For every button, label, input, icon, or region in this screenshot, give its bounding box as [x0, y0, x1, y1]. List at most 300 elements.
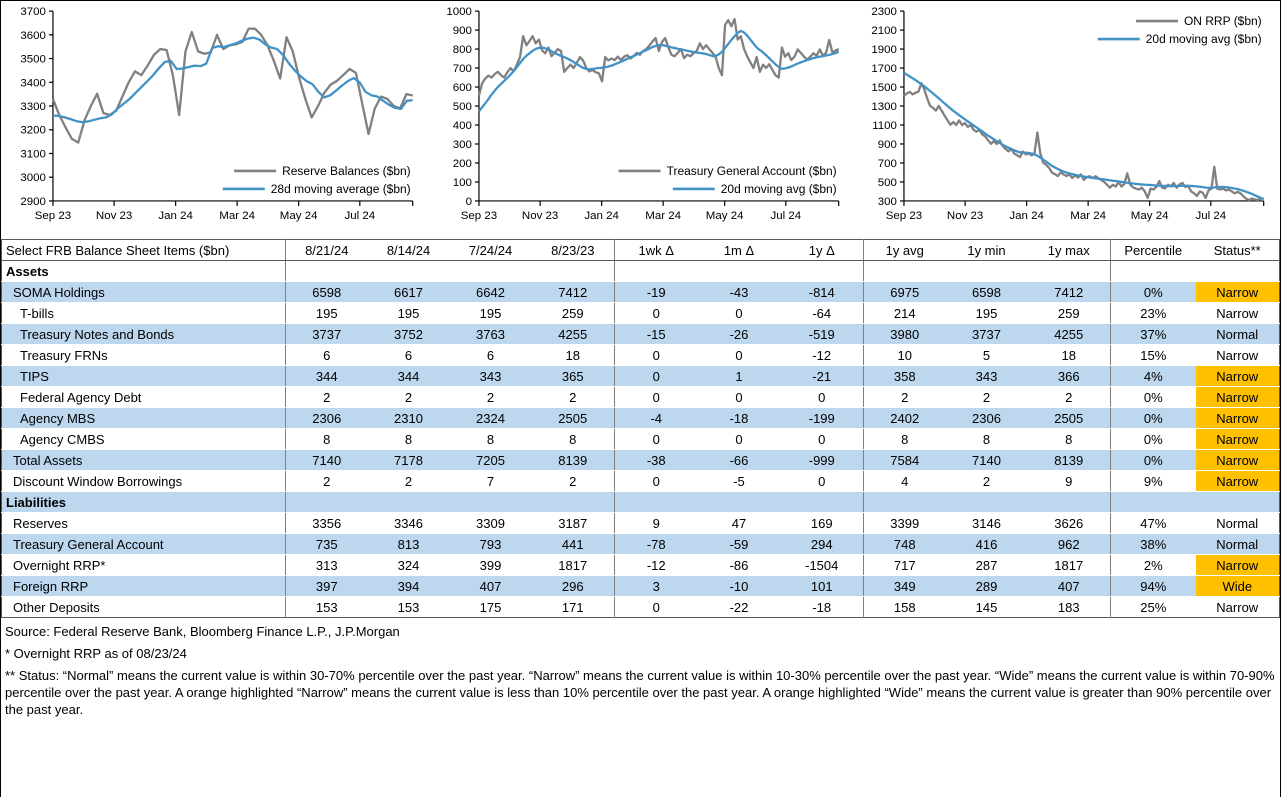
table-cell: 0% [1111, 282, 1196, 303]
table-cell: 7412 [532, 282, 615, 303]
table-cell: 94% [1111, 576, 1196, 597]
table-cell: 344 [368, 366, 450, 387]
table-cell: 0 [615, 597, 698, 618]
table-cell: 158 [864, 597, 946, 618]
table-cell: 259 [532, 303, 615, 324]
section-row [2, 492, 1280, 513]
status-cell: Narrow [1196, 387, 1280, 408]
svg-text:500: 500 [452, 101, 472, 114]
table-cell: 349 [864, 576, 946, 597]
table-cell: 8 [864, 429, 946, 450]
table-cell: 407 [1028, 576, 1111, 597]
table-cell: 1817 [532, 555, 615, 576]
status-cell: Normal [1196, 534, 1280, 555]
table-cell: 3737 [286, 324, 368, 345]
svg-text:3700: 3700 [20, 6, 46, 19]
table-cell: 2 [450, 387, 532, 408]
table-cell: 4% [1111, 366, 1196, 387]
table-row [2, 387, 1280, 408]
svg-text:3600: 3600 [20, 29, 46, 42]
table-cell: 0 [698, 303, 781, 324]
table-cell [615, 261, 698, 282]
table-cell: 0 [781, 429, 864, 450]
table-cell: 717 [864, 555, 946, 576]
status-cell: Narrow [1196, 429, 1280, 450]
table-cell: 3309 [450, 513, 532, 534]
table-cell: 2 [368, 471, 450, 492]
table-cell: 2306 [286, 408, 368, 429]
svg-text:Jan 24: Jan 24 [584, 209, 619, 222]
svg-text:700: 700 [452, 63, 472, 76]
table-cell: 3146 [946, 513, 1028, 534]
table-cell: 3356 [286, 513, 368, 534]
status-footnote: ** Status: “Normal” means the current value is within 30-70% percentile over the past year. “Narrow” means the current value is within 10-30% percentile over the past year. “Wide” means the current value is within 70-90% percentile over the past year. A orange highlighted “Narrow” means the current value is less than 10% percentile over the past year. A orange highlighted “Wide” means the current value is greater than 90% percentile over the past year. [5, 668, 1275, 717]
table-cell: 23% [1111, 303, 1196, 324]
svg-text:Sep 23: Sep 23 [460, 209, 497, 222]
table-row [2, 555, 1280, 576]
table-cell: 2402 [864, 408, 946, 429]
status-cell: Narrow [1196, 555, 1280, 576]
svg-text:300: 300 [878, 195, 898, 208]
status-cell: Wide [1196, 576, 1280, 597]
table-cell [286, 261, 368, 282]
status-cell: Narrow [1196, 408, 1280, 429]
table-cell: 214 [864, 303, 946, 324]
table-cell: 195 [450, 303, 532, 324]
column-header: Percentile [1111, 240, 1196, 261]
svg-text:Jul 24: Jul 24 [770, 209, 801, 222]
table-cell: 1 [698, 366, 781, 387]
on-rrp-chart [852, 3, 1278, 237]
table-cell: 4 [864, 471, 946, 492]
table-cell: 3980 [864, 324, 946, 345]
table-row [2, 513, 1280, 534]
table-cell: -59 [698, 534, 781, 555]
table-cell: 7412 [1028, 282, 1111, 303]
column-header: 1y avg [864, 240, 946, 261]
table-cell [368, 492, 450, 513]
table-cell [615, 492, 698, 513]
table-cell: -78 [615, 534, 698, 555]
table-cell: 7140 [286, 450, 368, 471]
column-header: 1wk Δ [615, 240, 698, 261]
svg-text:2900: 2900 [20, 195, 46, 208]
svg-text:Mar 24: Mar 24 [644, 209, 681, 222]
table-cell: 6598 [946, 282, 1028, 303]
table-cell: 6 [450, 345, 532, 366]
status-cell: Normal [1196, 513, 1280, 534]
table-cell: -19 [615, 282, 698, 303]
column-header: 8/21/24 [286, 240, 368, 261]
table-cell: 6 [286, 345, 368, 366]
table-cell: 0% [1111, 387, 1196, 408]
table-cell: 3752 [368, 324, 450, 345]
table-cell: 2 [946, 387, 1028, 408]
svg-text:3200: 3200 [20, 124, 46, 137]
table-cell: 416 [946, 534, 1028, 555]
svg-text:1500: 1500 [871, 82, 898, 95]
status-cell [1196, 261, 1280, 282]
table-cell [286, 492, 368, 513]
table-cell: 2 [946, 471, 1028, 492]
table-cell: 171 [561, 599, 584, 615]
row-label: Assets [2, 261, 286, 282]
svg-text:2100: 2100 [871, 25, 898, 38]
table-cell: 153 [397, 599, 420, 615]
table-cell: 5 [946, 345, 1028, 366]
svg-text:500: 500 [878, 176, 898, 189]
table-cell: 344 [286, 366, 368, 387]
svg-text:400: 400 [452, 119, 472, 132]
table-cell: -86 [698, 555, 781, 576]
table-cell: 7584 [864, 450, 946, 471]
table-cell: 3 [615, 576, 698, 597]
table-cell: 3399 [864, 513, 946, 534]
column-header: 8/23/23 [532, 240, 615, 261]
table-cell: 343 [450, 366, 532, 387]
svg-text:Jul 24: Jul 24 [344, 209, 376, 222]
table-cell: 748 [864, 534, 946, 555]
svg-text:3300: 3300 [20, 101, 46, 114]
table-cell: 0 [615, 345, 698, 366]
table-cell: 9 [1028, 471, 1111, 492]
table-cell: 3346 [368, 513, 450, 534]
table-cell: -26 [698, 324, 781, 345]
treasury-general-account-chart [427, 3, 853, 237]
table-cell: 8 [946, 429, 1028, 450]
table-cell: 0 [615, 429, 698, 450]
table-cell: -1504 [781, 555, 864, 576]
table-cell: 2 [532, 471, 615, 492]
column-header: 1y Δ [781, 240, 864, 261]
table-row [2, 408, 1280, 429]
svg-text:Jan 24: Jan 24 [158, 209, 193, 222]
table-cell: 324 [368, 555, 450, 576]
table-cell: 0 [781, 387, 864, 408]
table-row [2, 576, 1280, 597]
table-cell: 0 [615, 387, 698, 408]
status-cell: Narrow [1196, 366, 1280, 387]
table-cell: 4255 [1028, 324, 1111, 345]
svg-text:1300: 1300 [871, 101, 898, 114]
table-row [2, 345, 1280, 366]
svg-text:Jan 24: Jan 24 [1009, 209, 1045, 222]
table-cell: -999 [781, 450, 864, 471]
table-row [2, 324, 1280, 345]
table-cell: 175 [479, 599, 502, 615]
table-cell: 0% [1111, 429, 1196, 450]
svg-text:1000: 1000 [446, 6, 472, 19]
svg-text:Nov 23: Nov 23 [947, 209, 984, 222]
svg-text:Mar 24: Mar 24 [219, 209, 256, 222]
table-cell [532, 492, 615, 513]
table-cell: 0% [1111, 408, 1196, 429]
table-cell: 2310 [368, 408, 450, 429]
table-cell: 366 [1028, 366, 1111, 387]
svg-text:ON RRP ($bn): ON RRP ($bn) [1184, 14, 1263, 29]
svg-text:3000: 3000 [20, 172, 46, 185]
table-cell: 8 [450, 429, 532, 450]
table-cell: -22 [729, 599, 749, 615]
table-cell: 2505 [532, 408, 615, 429]
svg-text:Nov 23: Nov 23 [95, 209, 133, 222]
source-note: Source: Federal Reserve Bank, Bloomberg Finance L.P., J.P.Morgan [5, 624, 400, 639]
table-cell: 2 [368, 387, 450, 408]
svg-text:Reserve Balances ($bn): Reserve Balances ($bn) [282, 163, 411, 178]
svg-text:3500: 3500 [20, 53, 46, 66]
status-cell: Narrow [1196, 282, 1280, 303]
table-cell: -64 [781, 303, 864, 324]
svg-text:3400: 3400 [20, 77, 46, 90]
table-cell: 2 [532, 387, 615, 408]
footnotes [1, 618, 1280, 718]
row-label: Agency CMBS [2, 429, 286, 450]
svg-text:May 24: May 24 [1131, 209, 1169, 222]
table-cell: 6617 [368, 282, 450, 303]
table-cell: 3763 [450, 324, 532, 345]
status-cell: Narrow [1196, 303, 1280, 324]
row-label: Federal Agency Debt [2, 387, 286, 408]
table-cell [698, 492, 781, 513]
table-cell: -21 [781, 366, 864, 387]
table-cell: 735 [286, 534, 368, 555]
table-cell [1111, 492, 1196, 513]
table-cell: 3626 [1028, 513, 1111, 534]
section-row [2, 261, 1280, 282]
table-cell: 0 [615, 471, 698, 492]
table-cell [946, 492, 1028, 513]
table-cell: 0 [615, 303, 698, 324]
table-cell: 101 [781, 576, 864, 597]
row-label: T-bills [2, 303, 286, 324]
table-cell: 296 [532, 576, 615, 597]
table-cell: 18 [532, 345, 615, 366]
row-label: Treasury FRNs [2, 345, 286, 366]
table-cell: 365 [532, 366, 615, 387]
table-cell: -18 [812, 599, 832, 615]
table-cell: 6975 [864, 282, 946, 303]
table-cell: 10 [864, 345, 946, 366]
row-label: Reserves [2, 513, 286, 534]
table-cell: 9% [1111, 471, 1196, 492]
table-cell: 2 [1028, 387, 1111, 408]
table-cell: 8139 [1028, 450, 1111, 471]
svg-text:1100: 1100 [872, 119, 898, 132]
svg-text:800: 800 [452, 44, 472, 57]
svg-text:Jul 24: Jul 24 [1195, 209, 1227, 222]
table-row [2, 366, 1280, 387]
table-cell: 0 [698, 429, 781, 450]
table-cell [864, 492, 946, 513]
table-cell: 2% [1111, 555, 1196, 576]
svg-text:20d moving avg ($bn): 20d moving avg ($bn) [720, 181, 837, 196]
table-cell [781, 261, 864, 282]
table-cell: 962 [1028, 534, 1111, 555]
table-cell: 7140 [946, 450, 1028, 471]
table-cell: 7 [450, 471, 532, 492]
table-cell: 47 [698, 513, 781, 534]
row-label: Agency MBS [2, 408, 286, 429]
table-cell: 8 [532, 429, 615, 450]
table-cell: 6598 [286, 282, 368, 303]
table-cell: 343 [946, 366, 1028, 387]
table-row [2, 471, 1280, 492]
table-cell: 407 [450, 576, 532, 597]
table-cell: 15% [1111, 345, 1196, 366]
table-cell: -43 [698, 282, 781, 303]
table-cell [1111, 261, 1196, 282]
status-cell: Narrow [1196, 471, 1280, 492]
table-cell: 8 [1028, 429, 1111, 450]
table-cell: 195 [286, 303, 368, 324]
svg-text:200: 200 [452, 157, 472, 170]
table-cell: 2 [286, 471, 368, 492]
svg-text:Sep 23: Sep 23 [34, 209, 72, 222]
table-cell: 38% [1111, 534, 1196, 555]
table-cell: -38 [615, 450, 698, 471]
svg-text:Sep 23: Sep 23 [886, 209, 923, 222]
table-row [2, 429, 1280, 450]
table-cell [864, 261, 946, 282]
svg-text:1900: 1900 [871, 44, 898, 57]
table-cell: 394 [368, 576, 450, 597]
svg-text:700: 700 [878, 157, 898, 170]
svg-text:28d moving average ($bn): 28d moving average ($bn) [270, 181, 411, 196]
table-cell: 813 [368, 534, 450, 555]
table-cell [698, 261, 781, 282]
table-cell: 8139 [532, 450, 615, 471]
table-cell: 7178 [368, 450, 450, 471]
status-cell: Narrow [1216, 599, 1259, 615]
table-cell: 2 [286, 387, 368, 408]
status-cell: Narrow [1196, 450, 1280, 471]
table-cell: 25% [1111, 597, 1196, 618]
table-cell: -18 [698, 408, 781, 429]
table-cell: -814 [781, 282, 864, 303]
table-cell: 8 [368, 429, 450, 450]
table-cell: 313 [286, 555, 368, 576]
table-cell [450, 492, 532, 513]
table-cell: 793 [450, 534, 532, 555]
status-cell [1196, 492, 1280, 513]
table-cell: 7205 [450, 450, 532, 471]
table-cell: 153 [286, 597, 368, 618]
table-cell: 0 [698, 345, 781, 366]
table-cell: -199 [781, 408, 864, 429]
table-cell [946, 261, 1028, 282]
table-cell: 4255 [532, 324, 615, 345]
table-cell: 1817 [1028, 555, 1111, 576]
table-title-cell: Select FRB Balance Sheet Items ($bn) [2, 240, 286, 261]
column-header: 1m Δ [698, 240, 781, 261]
table-cell: 195 [368, 303, 450, 324]
table-cell: -519 [781, 324, 864, 345]
column-header: 1y min [946, 240, 1028, 261]
table-cell [450, 261, 532, 282]
table-cell: 287 [946, 555, 1028, 576]
table-cell: 289 [946, 576, 1028, 597]
table-cell: 2306 [946, 408, 1028, 429]
table-cell: -5 [698, 471, 781, 492]
svg-text:May 24: May 24 [279, 209, 318, 222]
table-cell [532, 261, 615, 282]
table-cell: -4 [615, 408, 698, 429]
column-header: Status** [1196, 240, 1280, 261]
table-cell: 397 [286, 576, 368, 597]
table-cell: -12 [615, 555, 698, 576]
table-cell: 0 [781, 471, 864, 492]
column-header: 8/14/24 [368, 240, 450, 261]
svg-text:100: 100 [452, 176, 472, 189]
svg-text:3100: 3100 [20, 148, 46, 161]
table-cell: -15 [615, 324, 698, 345]
table-cell: 358 [864, 366, 946, 387]
table-cell: -66 [698, 450, 781, 471]
svg-text:Mar 24: Mar 24 [1070, 209, 1107, 222]
row-label: Liabilities [2, 492, 286, 513]
table-cell: 259 [1028, 303, 1111, 324]
table-cell: 183 [1057, 599, 1080, 615]
overnight-rrp-footnote: * Overnight RRP as of 08/23/24 [5, 646, 187, 661]
table-cell: 294 [781, 534, 864, 555]
table-header-row [2, 240, 1280, 261]
table-cell: 2 [864, 387, 946, 408]
svg-text:1700: 1700 [871, 63, 898, 76]
svg-text:Nov 23: Nov 23 [521, 209, 558, 222]
column-header: 1y max [1028, 240, 1111, 261]
row-label: TIPS [2, 366, 286, 387]
table-cell [1028, 492, 1111, 513]
row-label: Total Assets [2, 450, 286, 471]
table-cell: 18 [1028, 345, 1111, 366]
row-label: Treasury Notes and Bonds [2, 324, 286, 345]
table-cell [368, 261, 450, 282]
row-label: Discount Window Borrowings [2, 471, 286, 492]
table-cell: 3187 [532, 513, 615, 534]
table-cell: 169 [781, 513, 864, 534]
charts-row [1, 1, 1280, 239]
table-cell: 399 [450, 555, 532, 576]
table-cell: 3737 [946, 324, 1028, 345]
row-label: SOMA Holdings [2, 282, 286, 303]
svg-text:300: 300 [452, 138, 472, 151]
table-cell [1028, 261, 1111, 282]
table-row [2, 282, 1280, 303]
table-cell: 145 [975, 599, 998, 615]
row-label: Foreign RRP [2, 576, 286, 597]
svg-text:Treasury General Account ($bn): Treasury General Account ($bn) [666, 163, 837, 178]
table-row [2, 450, 1280, 471]
row-label: Treasury General Account [2, 534, 286, 555]
status-cell: Normal [1196, 324, 1280, 345]
reserve-balances-chart [1, 3, 427, 237]
svg-text:May 24: May 24 [705, 209, 744, 222]
row-label: Other Deposits [13, 599, 100, 615]
table-cell: -12 [781, 345, 864, 366]
table-row [2, 597, 1280, 618]
status-cell: Narrow [1196, 345, 1280, 366]
table-cell: -10 [698, 576, 781, 597]
table-cell: 8 [286, 429, 368, 450]
table-cell [781, 492, 864, 513]
column-header: 7/24/24 [450, 240, 532, 261]
table-cell: 195 [946, 303, 1028, 324]
svg-text:900: 900 [452, 25, 472, 38]
table-cell: 9 [615, 513, 698, 534]
table-cell: 0 [615, 366, 698, 387]
svg-text:20d moving avg ($bn): 20d moving avg ($bn) [1146, 32, 1263, 47]
table-cell: 0 [698, 387, 781, 408]
